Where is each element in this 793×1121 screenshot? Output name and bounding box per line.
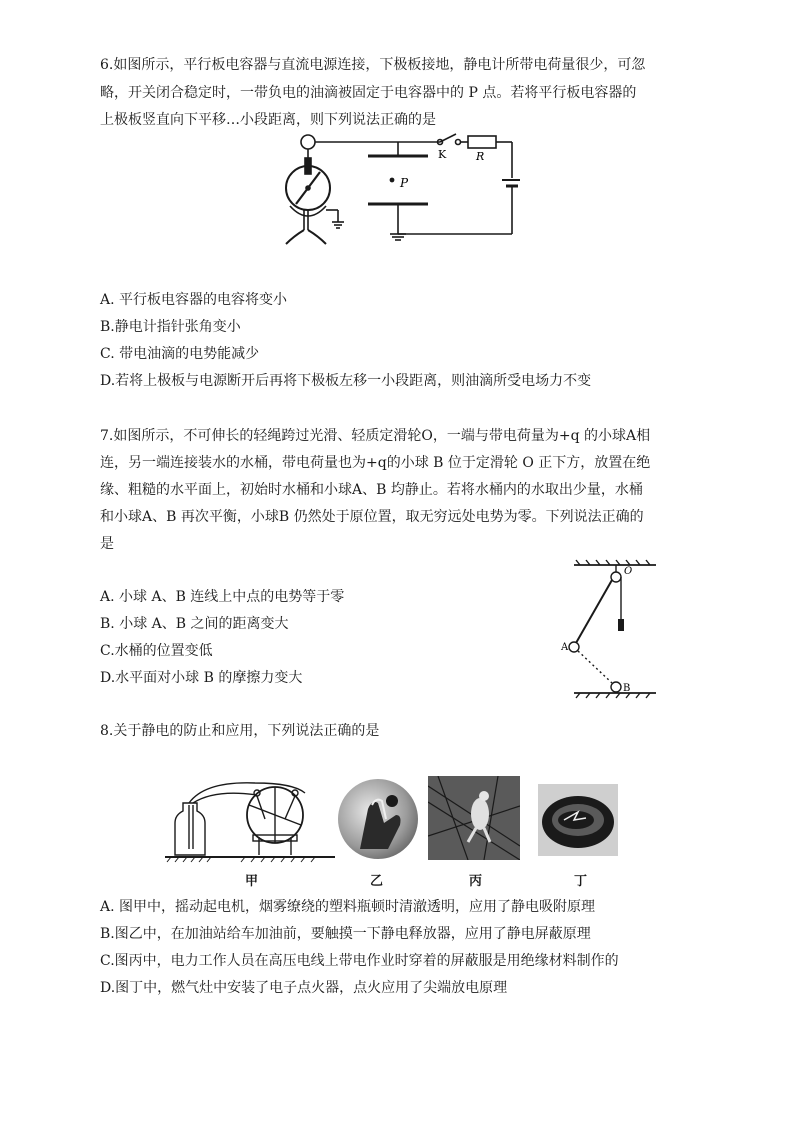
q6-option-a: A. 平行板电容器的电容将变小 [100,292,288,308]
q6-point-label: P [400,176,409,190]
q6-stem-line-3: 上极板竖直向下平移…小段距离，则下列说法正确的是 [100,112,436,128]
q7-ball-a-label: A [561,642,569,653]
q8-option-a: A. 图甲中，摇动起电机，烟雾缭绕的塑料瓶顿时清澈透明，应用了静电吸附原理 [100,899,596,915]
q6-circuit-figure [280,130,520,260]
q6-stem-line-2: 略，开关闭合稳定时，一带负电的油滴被固定于电容器中的 P 点。若将平行板电容器的 [100,85,637,101]
q6-stem-line-1: 6.如图所示，平行板电容器与直流电源连接，下极板接地，静电计所带电荷量很少，可忽 [100,57,646,73]
q8-figure-bing [428,776,520,860]
q8-caption-ding: 丁 [574,874,588,889]
q7-option-b: B. 小球 A、B 之间的距离变大 [100,616,289,632]
q8-option-c: C.图丙中，电力工作人员在高压电线上带电作业时穿着的屏蔽服是用绝缘材料制作的 [100,953,619,969]
q7-option-d: D.水平面对小球 B 的摩擦力变大 [100,670,303,686]
q8-caption-yi: 乙 [370,874,384,889]
q6-switch-label: K [438,148,447,161]
q8-option-d: D.图丁中，燃气灶中安装了电子点火器，点火应用了尖端放电原理 [100,980,508,996]
q7-pulley-figure [560,555,660,705]
q8-stem-line-1: 8.关于静电的防止和应用，下列说法正确的是 [100,723,380,739]
q7-stem-line-3: 缘、粗糙的水平面上，初始时水桶和小球A、B 均静止。若将水桶内的水取出少量，水桶 [100,482,643,498]
q6-option-c: C. 带电油滴的电势能减少 [100,346,260,362]
q8-caption-bing: 丙 [469,874,483,889]
q8-option-b: B.图乙中，在加油站给车加油前，要触摸一下静电释放器，应用了静电屏蔽原理 [100,926,591,942]
q7-ball-b-label: B [623,683,631,694]
q8-figure-ding [538,784,618,856]
q7-stem-line-1: 7.如图所示，不可伸长的轻绳跨过光滑、轻质定滑轮O，一端与带电荷量为+q 的小球A相 [100,428,651,444]
q6-option-d: D.若将上极板与电源断开后再将下极板左移一小段距离，则油滴所受电场力不变 [100,373,592,389]
q7-stem-line-2: 连，另一端连接装水的水桶，带电荷量也为+q的小球 B 位于定滑轮 O 正下方，放置在绝 [100,455,651,471]
q7-option-c: C.水桶的位置变低 [100,643,213,659]
q6-option-b: B.静电计指针张角变小 [100,319,241,335]
q7-pulley-label: O [624,566,633,577]
q7-stem-line-4: 和小球A、B 再次平衡，小球B 仍然处于原位置，取无穷远处电势为零。下列说法正确的 [100,509,644,525]
q6-resistor-label: R [476,150,485,163]
q8-figure-jia [165,775,335,865]
q8-caption-jia: 甲 [245,874,259,889]
q8-figure-yi [338,779,418,859]
q7-option-a: A. 小球 A、B 连线上中点的电势等于零 [100,589,345,605]
q7-stem-line-5: 是 [100,536,114,552]
